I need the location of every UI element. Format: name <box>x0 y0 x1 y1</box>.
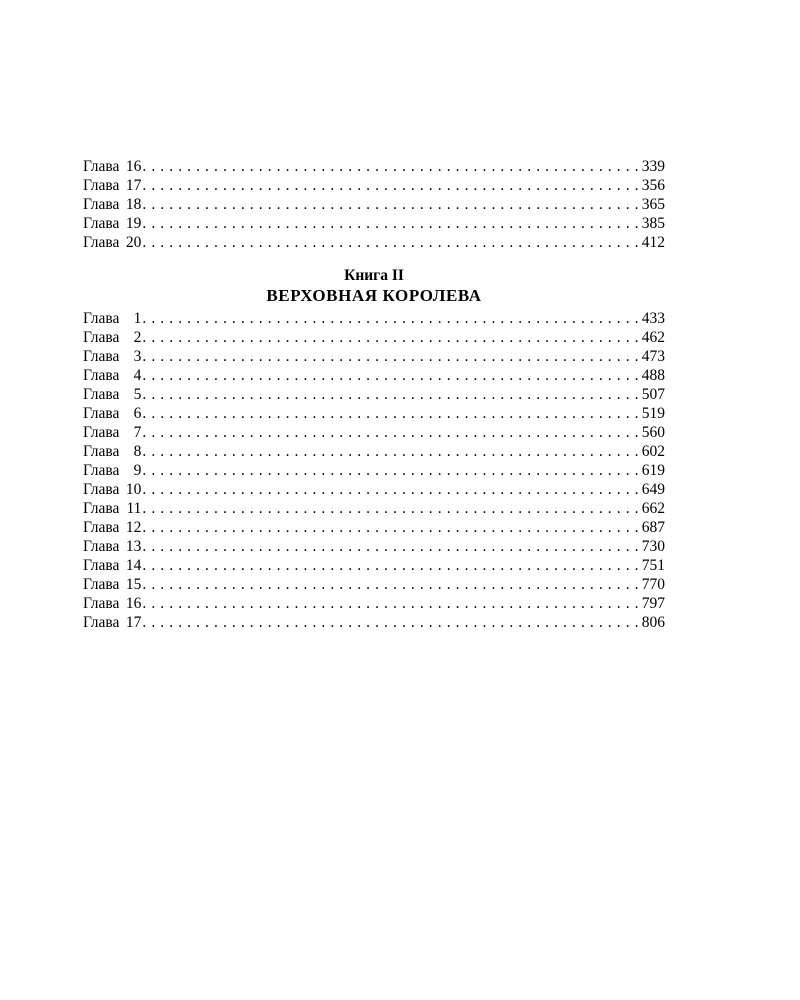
toc-entry-label <box>83 480 141 499</box>
toc-leader-dots <box>141 385 638 404</box>
toc-entry-word: Глава <box>83 614 120 631</box>
toc-entry-number: 2 <box>133 329 142 346</box>
toc-leader-dots <box>141 195 638 214</box>
toc-entry <box>83 480 665 499</box>
toc-entry-word: Глава <box>83 196 120 213</box>
toc-entry <box>83 423 665 442</box>
toc-entry-number: 20 <box>125 234 142 251</box>
toc-entry-word: Глава <box>83 595 120 612</box>
toc-entry <box>83 556 665 575</box>
toc-entry-label <box>83 537 141 556</box>
toc-entry <box>83 214 665 233</box>
toc-entry-page: 649 <box>641 481 665 498</box>
toc-leader-dots <box>141 309 638 328</box>
toc-entry-number: 1 <box>133 310 142 327</box>
toc-entry-page: 473 <box>641 348 665 365</box>
toc-entry-number: 17 <box>125 177 142 194</box>
toc-entry <box>83 366 665 385</box>
toc-entry-word: Глава <box>83 443 120 460</box>
toc-leader-dots <box>141 499 638 518</box>
toc-entry-number: 17 <box>125 614 142 631</box>
toc-entry-word: Глава <box>83 519 120 536</box>
toc-leader-dots <box>141 442 638 461</box>
toc-list-part1 <box>83 157 665 252</box>
toc-entry <box>83 176 665 195</box>
toc-entry-page: 560 <box>641 424 665 441</box>
toc-leader-dots <box>141 404 638 423</box>
toc-entry-label <box>83 556 141 575</box>
toc-entry-number: 3 <box>133 348 142 365</box>
toc-entry-number: 5 <box>133 386 142 403</box>
toc-entry-word: Глава <box>83 500 120 517</box>
toc-entry <box>83 157 665 176</box>
toc-entry-word: Глава <box>83 481 120 498</box>
toc-entry-word: Глава <box>83 424 120 441</box>
toc-entry-page: 602 <box>641 443 665 460</box>
toc-entry-word: Глава <box>83 367 120 384</box>
toc-entry-label <box>83 518 141 537</box>
toc-entry-page: 339 <box>641 158 665 175</box>
toc-leader-dots <box>141 518 638 537</box>
toc-entry-label <box>83 157 141 176</box>
toc-leader-dots <box>141 613 638 632</box>
toc-entry-number: 6 <box>133 405 142 422</box>
toc-leader-dots <box>141 556 638 575</box>
toc-entry <box>83 518 665 537</box>
toc-entry <box>83 442 665 461</box>
toc-entry-word: Глава <box>83 386 120 403</box>
toc-entry-label <box>83 575 141 594</box>
toc-entry-page: 806 <box>641 614 665 631</box>
toc-leader-dots <box>141 157 638 176</box>
toc-entry-page: 385 <box>641 215 665 232</box>
toc-entry-word: Глава <box>83 215 120 232</box>
toc-entry-number: 7 <box>133 424 142 441</box>
toc-entry <box>83 309 665 328</box>
toc-entry-number: 16 <box>125 158 142 175</box>
toc-entry-page: 619 <box>641 462 665 479</box>
toc-entry-word: Глава <box>83 405 120 422</box>
toc-entry-number: 18 <box>125 196 142 213</box>
toc-entry <box>83 233 665 252</box>
toc-entry-number: 10 <box>125 481 142 498</box>
toc-entry-label <box>83 366 141 385</box>
toc-entry-label <box>83 195 141 214</box>
toc-entry-number: 19 <box>125 215 142 232</box>
toc-leader-dots <box>141 575 638 594</box>
toc-entry <box>83 575 665 594</box>
toc-leader-dots <box>141 537 638 556</box>
toc-entry-label <box>83 309 141 328</box>
toc-entry-page: 730 <box>641 538 665 555</box>
toc-leader-dots <box>141 480 638 499</box>
toc-entry <box>83 404 665 423</box>
toc-entry-word: Глава <box>83 177 120 194</box>
toc-entry-page: 356 <box>641 177 665 194</box>
toc-entry-page: 462 <box>641 329 665 346</box>
toc-leader-dots <box>141 366 638 385</box>
toc-entry-page: 751 <box>641 557 665 574</box>
toc-entry <box>83 594 665 613</box>
toc-entry-word: Глава <box>83 310 120 327</box>
book-header <box>83 266 665 307</box>
toc-entry-word: Глава <box>83 538 120 555</box>
toc-entry-label <box>83 613 141 632</box>
toc-entry-label <box>83 594 141 613</box>
toc-entry-label <box>83 347 141 366</box>
toc-entry <box>83 537 665 556</box>
toc-entry-label <box>83 214 141 233</box>
toc-entry-number: 4 <box>133 367 142 384</box>
toc-leader-dots <box>141 214 638 233</box>
toc-entry-word: Глава <box>83 234 120 251</box>
toc-entry-page: 770 <box>641 576 665 593</box>
toc-entry-word: Глава <box>83 462 120 479</box>
toc-entry-page: 687 <box>641 519 665 536</box>
toc-entry-number: 9 <box>133 462 142 479</box>
toc-entry <box>83 328 665 347</box>
toc-entry-label <box>83 404 141 423</box>
toc-entry-label <box>83 176 141 195</box>
book-label: Книга II <box>344 267 404 284</box>
toc-entry-number: 12 <box>125 519 142 536</box>
toc-list-part2 <box>83 309 665 632</box>
toc-entry-word: Глава <box>83 329 120 346</box>
toc-entry-label <box>83 423 141 442</box>
toc-entry-number: 8 <box>133 443 142 460</box>
toc-entry-page: 412 <box>641 234 665 251</box>
toc-entry-page: 488 <box>641 367 665 384</box>
toc-leader-dots <box>141 176 638 195</box>
toc-leader-dots <box>141 461 638 480</box>
toc-entry-label <box>83 233 141 252</box>
book-title: ВЕРХОВНАЯ КОРОЛЕВА <box>266 286 482 305</box>
toc-entry <box>83 499 665 518</box>
toc-entry-label <box>83 461 141 480</box>
toc-entry-page: 519 <box>641 405 665 422</box>
toc-entry-word: Глава <box>83 158 120 175</box>
toc-entry-number: 16 <box>125 595 142 612</box>
toc-entry-label <box>83 328 141 347</box>
toc-entry <box>83 385 665 404</box>
toc-leader-dots <box>141 423 638 442</box>
toc-entry-page: 365 <box>641 196 665 213</box>
toc-entry-label <box>83 499 141 518</box>
toc-entry-page: 797 <box>641 595 665 612</box>
toc-entry <box>83 195 665 214</box>
toc-entry-page: 433 <box>641 310 665 327</box>
toc-entry-word: Глава <box>83 348 120 365</box>
table-of-contents <box>83 157 665 632</box>
toc-entry-number: 11 <box>126 500 142 517</box>
toc-leader-dots <box>141 233 638 252</box>
toc-leader-dots <box>141 594 638 613</box>
toc-entry-word: Глава <box>83 576 120 593</box>
toc-entry-number: 15 <box>125 576 142 593</box>
toc-leader-dots <box>141 347 638 366</box>
toc-entry <box>83 613 665 632</box>
toc-entry-number: 14 <box>125 557 142 574</box>
toc-leader-dots <box>141 328 638 347</box>
toc-entry-label <box>83 385 141 404</box>
toc-entry-word: Глава <box>83 557 120 574</box>
toc-entry-number: 13 <box>125 538 142 555</box>
toc-entry <box>83 461 665 480</box>
toc-entry-page: 662 <box>641 500 665 517</box>
toc-entry <box>83 347 665 366</box>
toc-entry-label <box>83 442 141 461</box>
toc-entry-page: 507 <box>641 386 665 403</box>
